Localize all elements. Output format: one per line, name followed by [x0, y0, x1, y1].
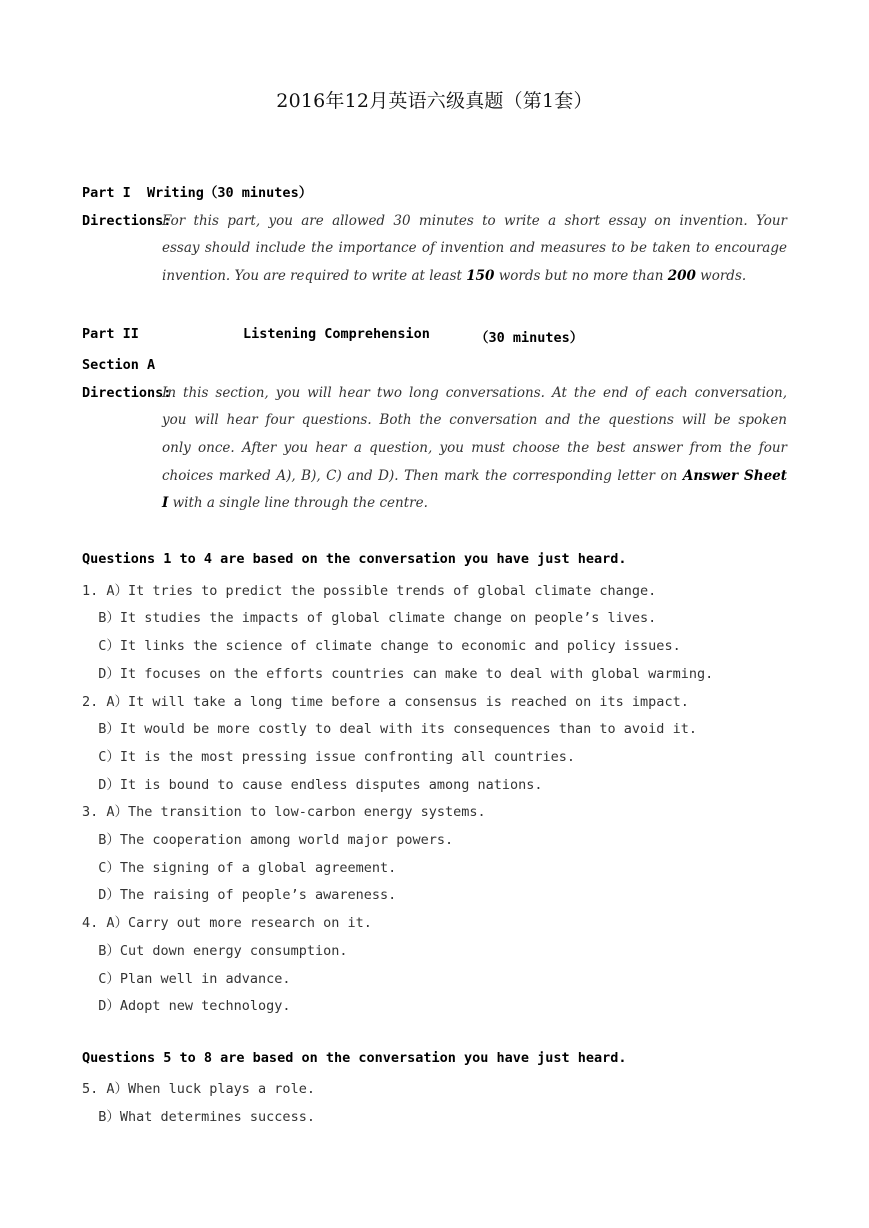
question-line: B）What determines success.: [82, 1109, 315, 1125]
questions-1-4-header: Questions 1 to 4 are based on the conversation you have just heard.: [82, 551, 627, 567]
page-title: 2016年12月英语六级真题（第1套）: [276, 90, 593, 112]
part1-line3-b: words but no more than: [494, 268, 668, 284]
question-line: 2. A）It will take a long time before a consensus is reached on its impact.: [82, 694, 689, 710]
part2-line4-a: choices marked A), B), C) and D). Then mark the corresponding letter on: [162, 468, 683, 484]
question-line: B）The cooperation among world major powers.: [82, 832, 454, 848]
part2-time: （30 minutes）: [475, 330, 584, 346]
question-line: 5. A）When luck plays a role.: [82, 1081, 315, 1097]
max-words: 200: [667, 268, 696, 284]
question-line: D）It is bound to cause endless disputes among nations.: [82, 777, 543, 793]
question-line: C）Plan well in advance.: [82, 971, 291, 987]
part1-directions-label: Directions:: [82, 213, 172, 229]
question-line: C）It links the science of climate change to economic and policy issues.: [82, 638, 681, 654]
part1-heading: Part I Writing（30 minutes）: [82, 185, 313, 201]
answer-sheet-label: Answer Sheet: [682, 468, 787, 484]
part2-directions-line-1: In this section, you will hear two long conversations. At the end of each conversation,: [162, 385, 787, 401]
part2-directions-label: Directions:: [82, 385, 172, 401]
part2-directions-line-5: [162, 495, 787, 511]
question-line: B）It studies the impacts of global climate change on people’s lives.: [82, 610, 657, 626]
questions-5-8-header: Questions 5 to 8 are based on the conversation you have just heard.: [82, 1050, 627, 1066]
answer-sheet-number: I: [162, 495, 169, 511]
part1-line3-c: words.: [695, 268, 747, 284]
part1-directions-line-1: For this part, you are allowed 30 minutes to write a short essay on invention. Your: [162, 213, 787, 229]
part2-directions-line-3: only once. After you hear a question, you must choose the best answer from the four: [162, 440, 787, 456]
question-line: B）It would be more costly to deal with its consequences than to avoid it.: [82, 721, 697, 737]
part2-line5-b: with a single line through the centre.: [168, 495, 428, 511]
part1-directions-line-2: essay should include the importance of invention and measures to be taken to encourage: [162, 240, 787, 256]
question-line: 1. A）It tries to predict the possible trends of global climate change.: [82, 583, 657, 599]
question-line: D）It focuses on the efforts countries can make to deal with global warming.: [82, 666, 714, 682]
question-line: 4. A）Carry out more research on it.: [82, 915, 372, 931]
min-words: 150: [466, 268, 495, 284]
question-line: B）Cut down energy consumption.: [82, 943, 348, 959]
part2-label: Part II: [82, 326, 139, 342]
question-line: D）The raising of people’s awareness.: [82, 887, 397, 903]
part1-directions-line-3: [162, 268, 787, 284]
question-line: C）It is the most pressing issue confronting all countries.: [82, 749, 576, 765]
section-a-heading: Section A: [82, 357, 156, 373]
question-line: D）Adopt new technology.: [82, 998, 291, 1014]
part1-line3-a: invention. You are required to write at least: [162, 268, 467, 284]
part2-directions-line-4: [162, 468, 787, 484]
question-line: 3. A）The transition to low-carbon energy systems.: [82, 804, 486, 820]
question-line: C）The signing of a global agreement.: [82, 860, 397, 876]
part2-name: Listening Comprehension: [243, 326, 430, 342]
part2-directions-line-2: you will hear four questions. Both the conversation and the questions will be spoken: [162, 412, 787, 428]
